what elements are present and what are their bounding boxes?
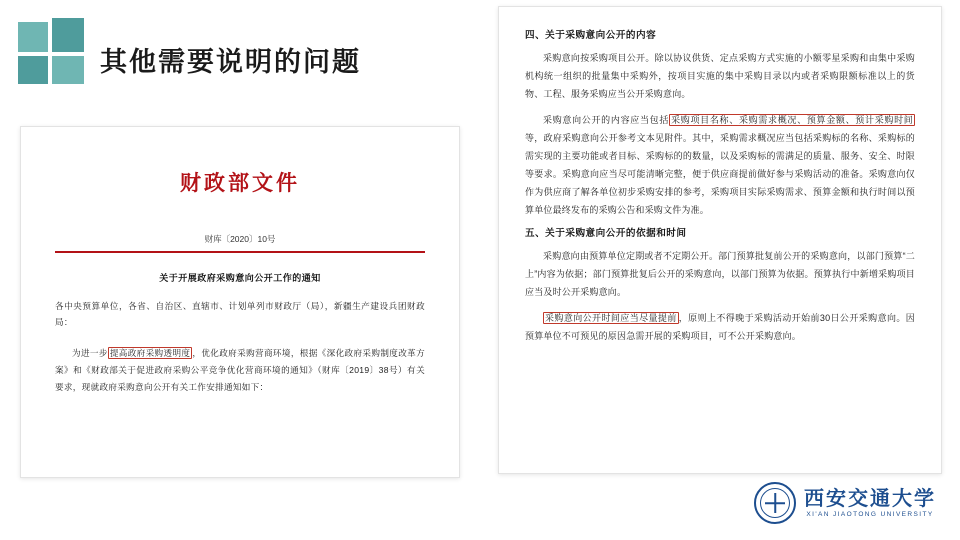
university-name-en: XI'AN JIAOTONG UNIVERSITY	[806, 511, 934, 519]
right-doc-heading-5: 五、关于采购意向公开的依据和时间	[525, 228, 687, 239]
right-doc-paragraph-1: 采购意向按采购项目公开。除以协议供货、定点采购方式实施的小额零星采购和由集中采购机构统一组织的批量集中采购外，按项目实施的集中采购目录以内或者采购限额标准以上的货物、工程、服务采购应当公开采购意向。	[525, 53, 915, 99]
left-doc-divider	[55, 251, 425, 253]
left-doc-paragraph-1: 各中央预算单位，各省、自治区、直辖市、计划单列市财政厅（局），新疆生产建设兵团财政局：	[55, 300, 425, 328]
left-doc-header: 财政部文件	[180, 170, 300, 195]
right-document-card	[498, 6, 942, 474]
left-doc-subtitle: 关于开展政府采购意向公开工作的通知	[159, 272, 321, 283]
decorative-square-1	[18, 22, 48, 52]
left-document-card	[20, 126, 460, 478]
right-doc-highlight-1: 采购项目名称、采购需求概况、预算金额、预计采购时间	[671, 115, 913, 125]
page-title: 其他需要说明的问题	[100, 47, 361, 77]
left-doc-highlight-1: 提高政府采购透明度	[109, 348, 191, 358]
right-doc-highlight-2: 采购意向公开时间应当尽量提前	[545, 313, 677, 323]
left-doc-p2-pre: 为进一步	[72, 348, 108, 358]
university-logo	[754, 482, 936, 524]
right-doc-p2-post: 等，政府采购意向公开参考文本见附件。其中，采购需求概况应当包括采购标的名称、采购标的需实现的主要功能或者目标、采购标的的数量，以及采购标的需满足的质量、服务、安全、时限等要求。采购意向应当尽可能清晰完整，便于供应商提前做好参与采购活动的准备。采购意向仅作为供应商了解各单位初步采购安排的参考，采购项目实际采购需求、预算金额和执行时间以预算单位最终发布的采购公告和采购文件为准。	[525, 133, 915, 215]
left-doc-number: 财库〔2020〕10号	[204, 234, 276, 244]
decorative-square-4	[52, 56, 84, 84]
right-doc-p2-pre: 采购意向公开的内容应当包括	[543, 115, 670, 125]
right-doc-paragraph-4	[525, 309, 915, 345]
right-doc-p4-post: ，原则上不得晚于采购活动开始前30日公开采购意向。因预算单位不可预见的原因急需开展的采购项目，可不公开采购意向。	[525, 313, 915, 341]
right-doc-heading-4: 四、关于采购意向公开的内容	[525, 30, 657, 41]
decorative-square-2	[52, 18, 84, 52]
university-name-cn: 西安交通大学	[804, 486, 936, 511]
left-doc-paragraph-2	[55, 345, 425, 395]
decorative-squares	[18, 18, 84, 84]
university-seal-icon	[754, 482, 796, 524]
decorative-square-3	[18, 56, 48, 84]
right-doc-paragraph-3: 采购意向由预算单位定期或者不定期公开。部门预算批复前公开的采购意向，以部门预算“二上”内容为依据；部门预算批复后公开的采购意向，以部门预算为依据。预算执行中新增采购项目应当及时公开采购意向。	[525, 251, 915, 297]
university-name-block	[804, 487, 936, 518]
left-doc-p2-post: ，优化政府采购营商环境，根据《深化政府采购制度改革方案》和《财政部关于促进政府采购公平竞争优化营商环境的通知》（财库〔2019〕38号）有关要求，现就政府采购意向公开有关工作安排通知如下：	[55, 348, 426, 392]
right-doc-paragraph-2	[525, 111, 915, 219]
